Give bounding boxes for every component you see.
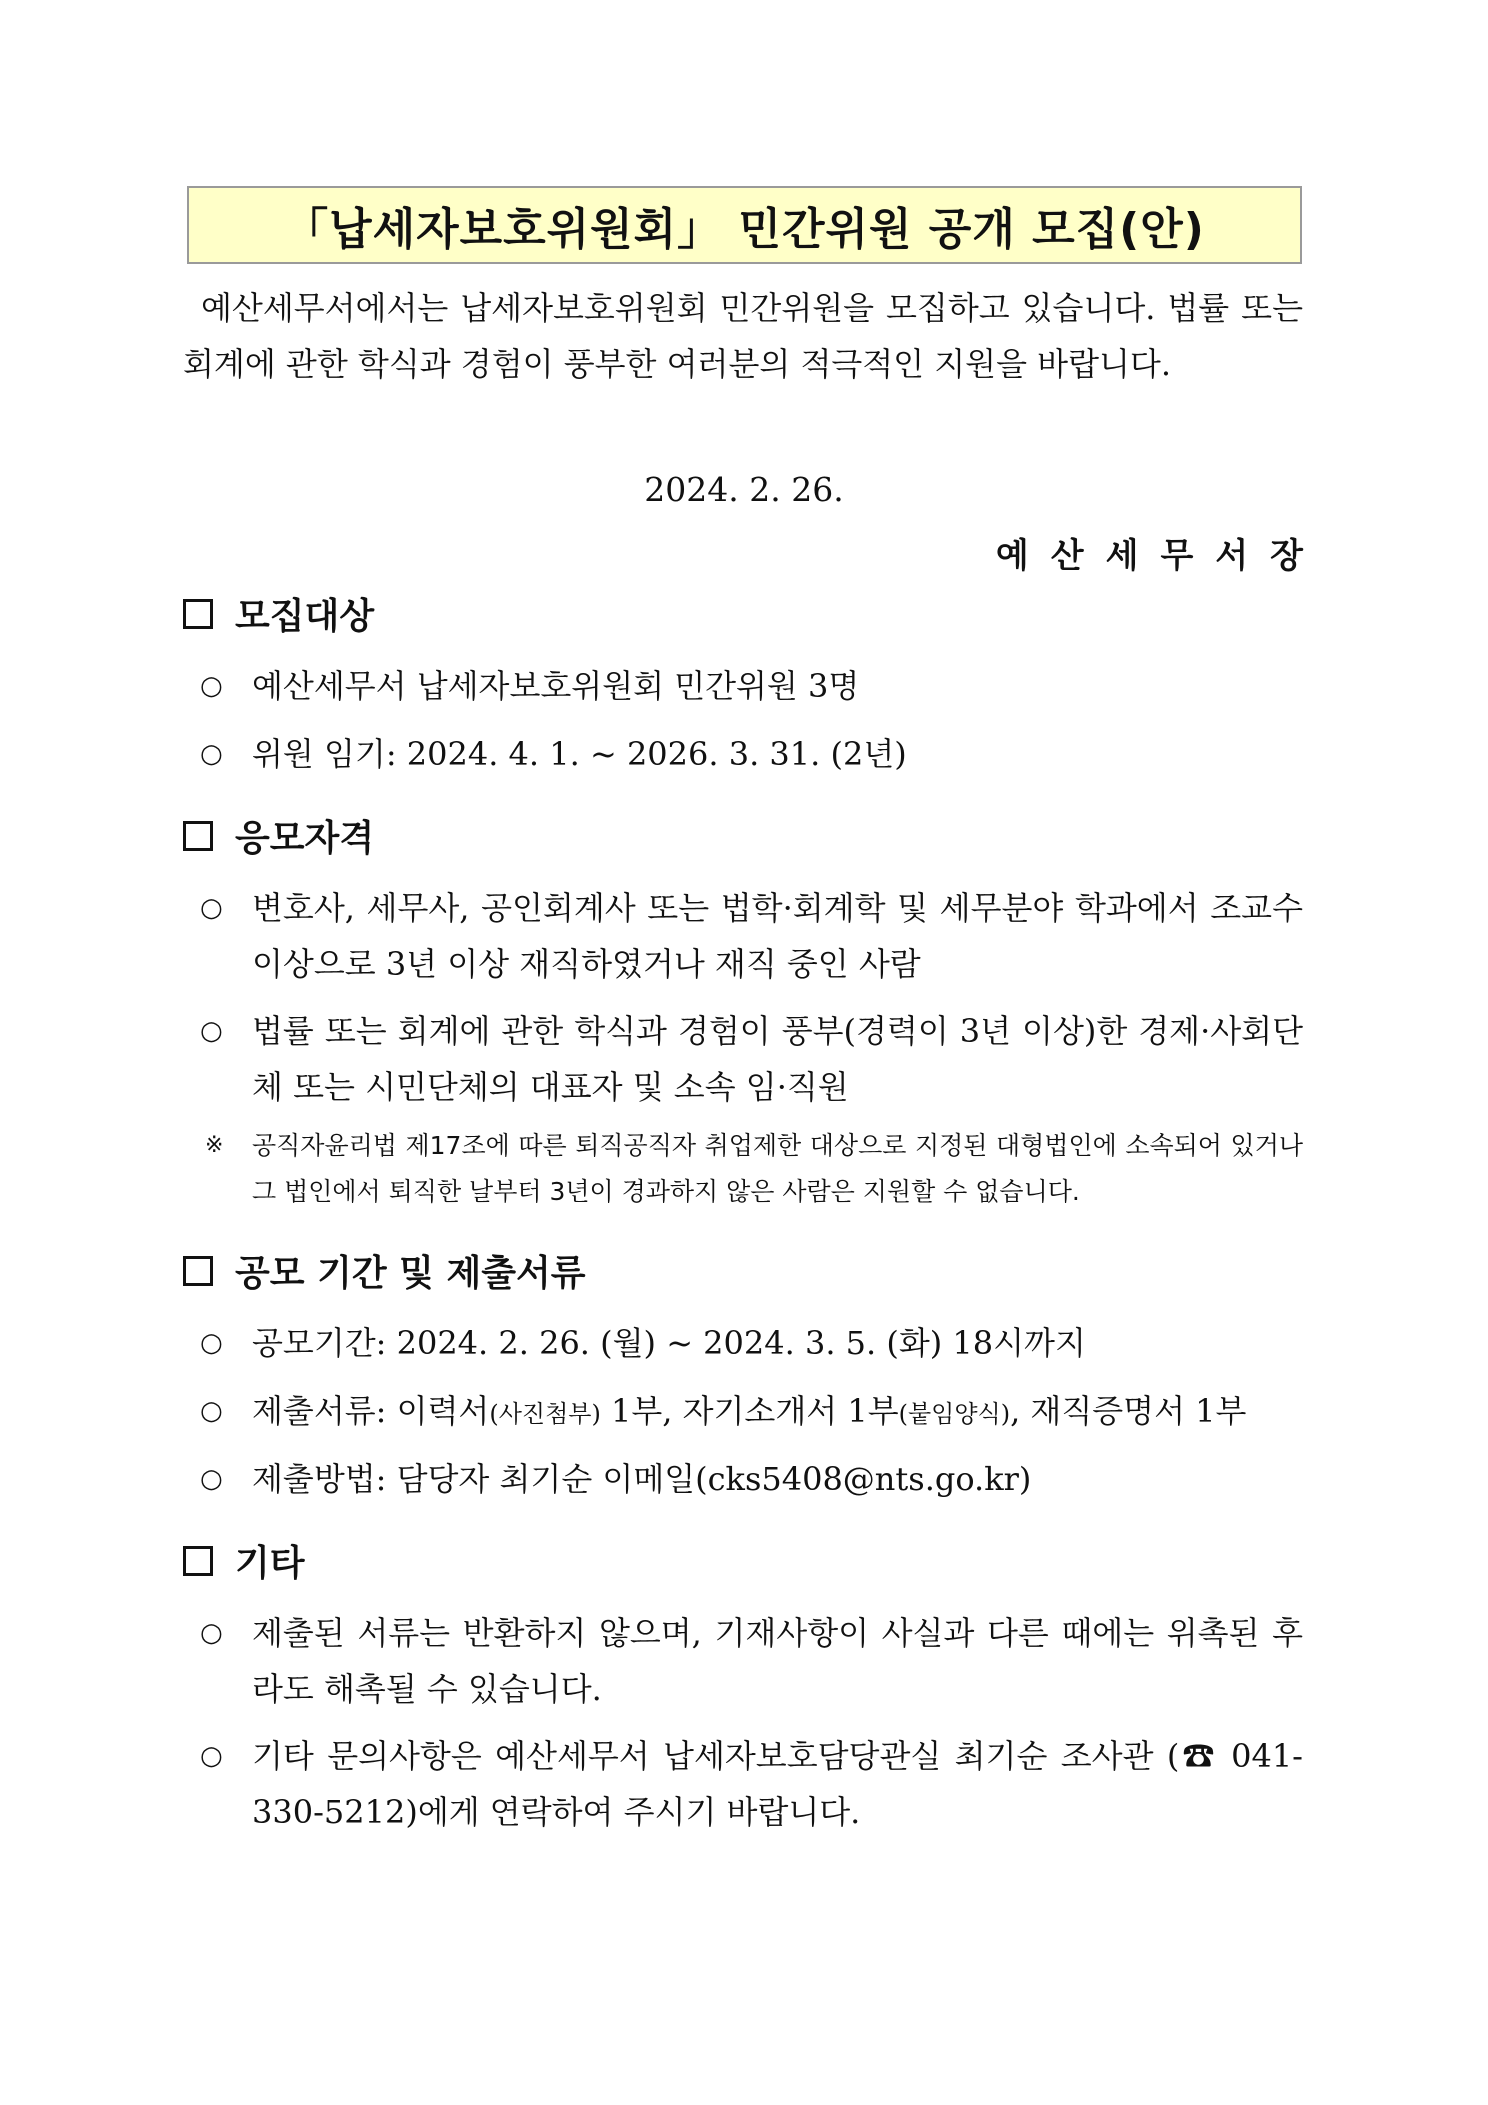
- list-item: [200, 1728, 1303, 1840]
- list-item-text: 제출된 서류는 반환하지 않으며, 기재사항이 사실과 다른 때에는 위촉된 후라도 해촉될 수 있습니다.: [252, 1614, 1303, 1708]
- list-item-text: 기타 문의사항은 예산세무서 납세자보호담당관실 최기순 조사관 (☎ 041-330-5212)에게 연락하여 주시기 바랍니다.: [252, 1737, 1303, 1831]
- section-target-heading: [183, 588, 374, 639]
- list-item: [200, 1605, 1303, 1717]
- circle-bullet-icon: ○: [200, 1464, 223, 1494]
- list-item: [200, 1451, 1303, 1507]
- documents-text: 1부, 자기소개서 1부: [600, 1392, 899, 1430]
- note-item: [205, 1123, 1303, 1215]
- circle-bullet-icon: ○: [200, 671, 223, 701]
- list-item-text: 예산세무서 납세자보호위원회 민간위원 3명: [252, 667, 860, 705]
- list-item-text: 공모기간: 2024. 2. 26. (월) ~ 2024. 3. 5. (화) 18시까지: [252, 1324, 1086, 1362]
- circle-bullet-icon: ○: [200, 1741, 223, 1771]
- reference-mark-icon: ※: [205, 1133, 224, 1158]
- checkbox-square-icon: [183, 1256, 213, 1286]
- list-item: [200, 658, 1303, 714]
- section-heading-text: 모집대상: [235, 595, 375, 637]
- section-heading-text: 공모 기간 및 제출서류: [235, 1252, 586, 1294]
- list-item: [200, 1003, 1303, 1115]
- document-date: 2024. 2. 26.: [644, 470, 844, 509]
- signer-name: 예산세무서장: [995, 536, 1325, 576]
- list-item: [200, 880, 1303, 992]
- circle-bullet-icon: ○: [200, 739, 223, 769]
- list-item-text: 법률 또는 회계에 관한 학식과 경험이 풍부(경력이 3년 이상)한 경제·사회단체 또는 시민단체의 대표자 및 소속 임·직원: [252, 1012, 1303, 1106]
- section-etc-heading: [183, 1535, 305, 1586]
- circle-bullet-icon: ○: [200, 1618, 223, 1648]
- list-item: [200, 726, 1303, 782]
- circle-bullet-icon: ○: [200, 1328, 223, 1358]
- checkbox-square-icon: [183, 599, 213, 629]
- intro-paragraph: 예산세무서에서는 납세자보호위원회 민간위원을 모집하고 있습니다. 법률 또는 회계에 관한 학식과 경험이 풍부한 여러분의 적극적인 지원을 바랍니다.: [183, 289, 1303, 383]
- documents-text: , 재직증명서 1부: [1010, 1392, 1247, 1430]
- photo-attached-note: (사진첨부): [489, 1400, 601, 1428]
- section-qualification-heading: [183, 810, 374, 861]
- list-item: [200, 1383, 1303, 1442]
- list-item-text: 변호사, 세무사, 공인회계사 또는 법학·회계학 및 세무분야 학과에서 조교수 이상으로 3년 이상 재직하였거나 재직 중인 사람: [252, 889, 1303, 983]
- section-heading-text: 응모자격: [235, 817, 375, 859]
- list-item-text: 위원 임기: 2024. 4. 1. ~ 2026. 3. 31. (2년): [252, 735, 907, 773]
- attached-form-note: (붙임양식): [898, 1400, 1011, 1428]
- note-text: 공직자윤리법 제17조에 따른 퇴직공직자 취업제한 대상으로 지정된 대형법인에 소속되어 있거나 그 법인에서 퇴직한 날부터 3년이 경과하지 않은 사람은 지원할 수 없습니다.: [252, 1131, 1303, 1206]
- checkbox-square-icon: [183, 821, 213, 851]
- section-period-heading: [183, 1245, 586, 1296]
- circle-bullet-icon: ○: [200, 1396, 223, 1426]
- documents-label: 제출서류: 이력서: [252, 1392, 490, 1430]
- document-title: 「납세자보호위원회」 민간위원 공개 모집(안): [187, 186, 1302, 264]
- list-item-text: 제출방법: 담당자 최기순 이메일(cks5408@nts.go.kr): [252, 1460, 1032, 1498]
- list-item: [200, 1315, 1303, 1371]
- circle-bullet-icon: ○: [200, 893, 223, 923]
- list-item-text: [252, 1383, 1303, 1442]
- circle-bullet-icon: ○: [200, 1016, 223, 1046]
- section-heading-text: 기타: [235, 1542, 305, 1584]
- checkbox-square-icon: [183, 1546, 213, 1576]
